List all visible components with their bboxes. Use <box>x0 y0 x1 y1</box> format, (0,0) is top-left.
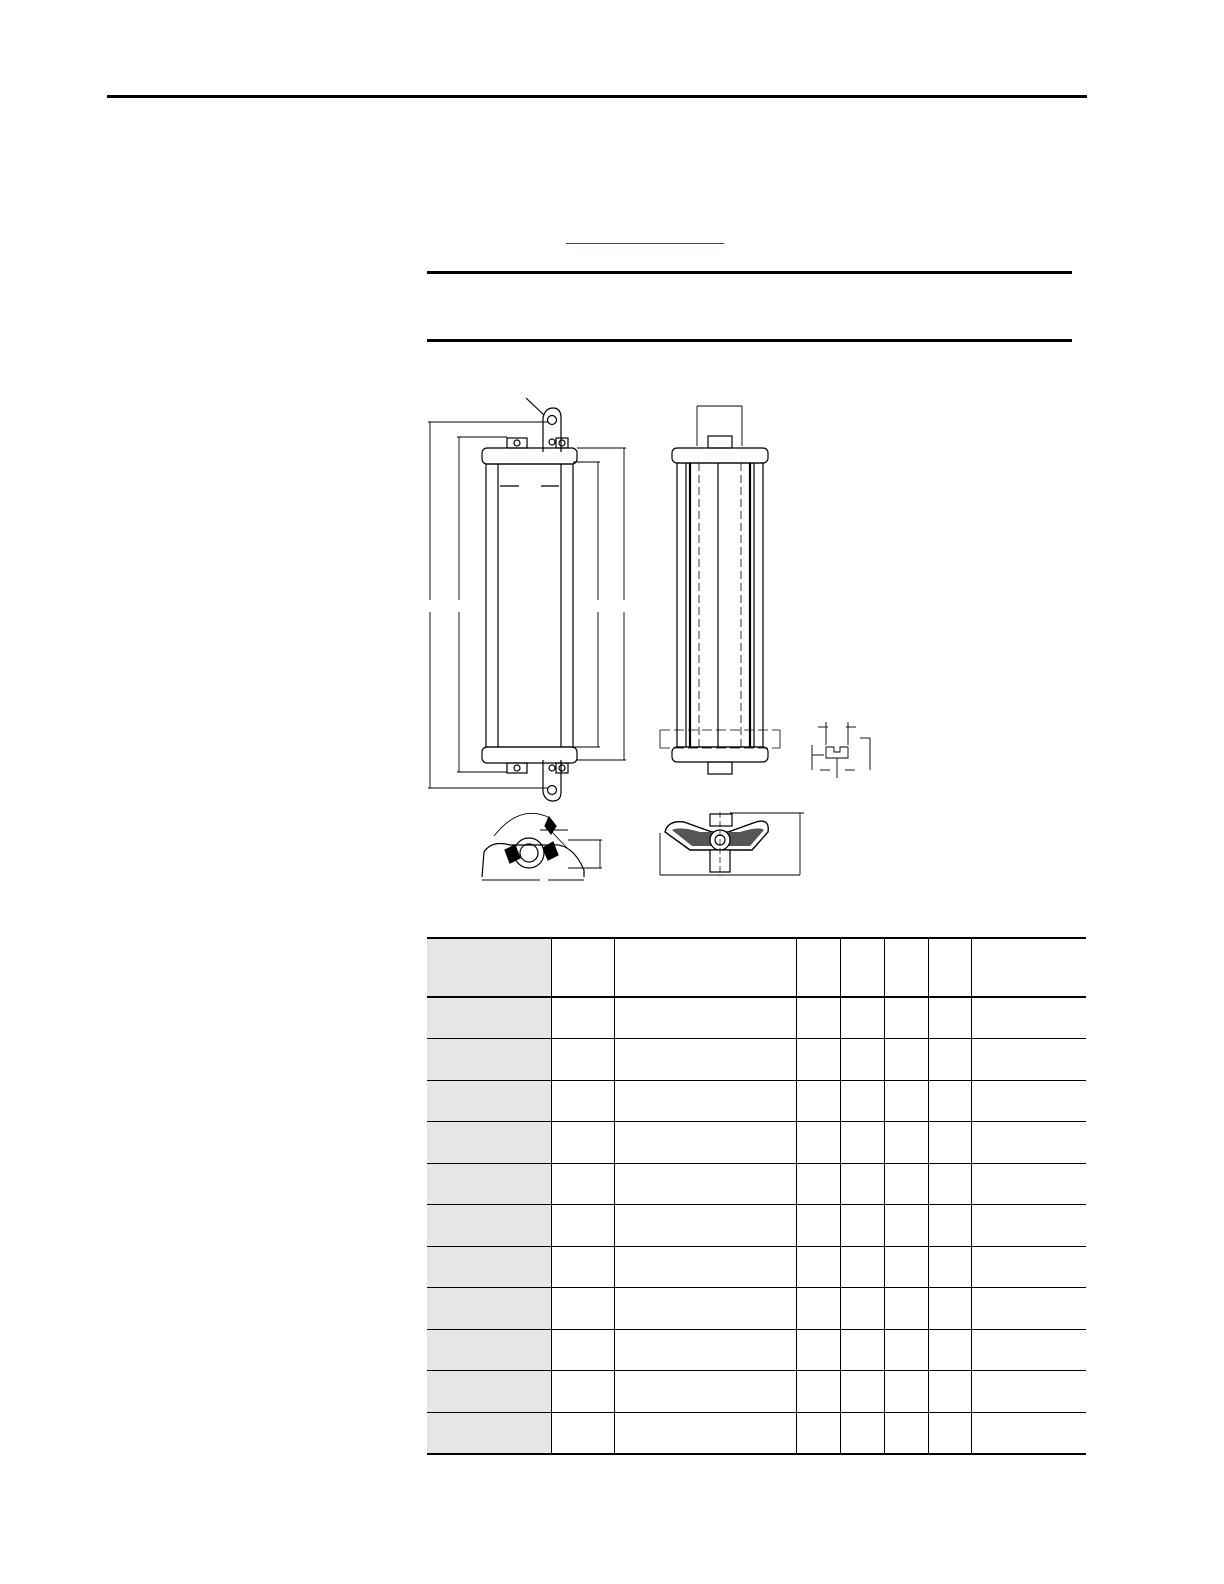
table-cell <box>928 1205 971 1247</box>
table-cell <box>551 1122 614 1164</box>
table-cell <box>840 1122 884 1164</box>
table-cell <box>840 1163 884 1205</box>
table-cell <box>427 1246 551 1288</box>
table-cell <box>928 1122 971 1164</box>
table-header-cell <box>796 938 840 997</box>
table-cell <box>614 1412 796 1454</box>
table-cell <box>551 1371 614 1413</box>
table-header-row <box>427 938 1086 997</box>
table-row <box>427 1329 1086 1371</box>
table-cell <box>884 1329 928 1371</box>
table-cell <box>971 1122 1086 1164</box>
table-cell <box>796 1371 840 1413</box>
table-cell <box>427 1329 551 1371</box>
table-cell <box>427 1080 551 1122</box>
table-cell <box>840 997 884 1039</box>
table-row <box>427 1122 1086 1164</box>
table-cell <box>884 1412 928 1454</box>
table-cell <box>928 997 971 1039</box>
table-cell <box>614 1288 796 1330</box>
table-cell <box>796 1288 840 1330</box>
table-cell <box>614 1329 796 1371</box>
table-cell <box>796 1329 840 1371</box>
top-view-right <box>660 812 804 876</box>
table-row <box>427 1163 1086 1205</box>
table-header-cell <box>884 938 928 997</box>
table-cell <box>971 1080 1086 1122</box>
table-row <box>427 1080 1086 1122</box>
table-cell <box>971 1371 1086 1413</box>
table-cell <box>427 997 551 1039</box>
top-view-left <box>482 813 602 880</box>
table-header-cell <box>427 938 551 997</box>
table-cell <box>971 1205 1086 1247</box>
table-cell <box>840 1205 884 1247</box>
table-row <box>427 1412 1086 1454</box>
table-cell <box>928 1329 971 1371</box>
table-cell <box>928 1080 971 1122</box>
table-cell <box>884 997 928 1039</box>
table-cell <box>614 1246 796 1288</box>
table-cell <box>840 1412 884 1454</box>
table-header-cell <box>971 938 1086 997</box>
table-cell <box>614 1205 796 1247</box>
table-cell <box>551 1246 614 1288</box>
table-cell <box>928 1371 971 1413</box>
table-cell <box>796 1246 840 1288</box>
table-cell <box>971 997 1086 1039</box>
dimensions-table <box>427 937 1086 1455</box>
table-cell <box>614 1122 796 1164</box>
table-cell <box>971 1288 1086 1330</box>
table-cell <box>971 1246 1086 1288</box>
table-cell <box>840 1080 884 1122</box>
table-cell <box>614 1080 796 1122</box>
table-cell <box>796 1205 840 1247</box>
table-cell <box>614 1039 796 1081</box>
table-cell <box>427 1163 551 1205</box>
table-cell <box>884 1163 928 1205</box>
table-cell <box>796 1080 840 1122</box>
table-cell <box>840 1329 884 1371</box>
table-header-cell <box>551 938 614 997</box>
table-row <box>427 1039 1086 1081</box>
table-cell <box>796 1163 840 1205</box>
side-view <box>660 406 780 774</box>
table-row <box>427 1288 1086 1330</box>
table-cell <box>971 1329 1086 1371</box>
table-cell <box>427 1205 551 1247</box>
table-cell <box>884 1246 928 1288</box>
table-cell <box>884 1080 928 1122</box>
table-cell <box>796 1039 840 1081</box>
table-cell <box>551 1080 614 1122</box>
table-cell <box>427 1371 551 1413</box>
table-cell <box>427 1412 551 1454</box>
table-cell <box>551 1163 614 1205</box>
table-cell <box>427 1039 551 1081</box>
table-cell <box>796 1412 840 1454</box>
table-cell <box>971 1163 1086 1205</box>
table-cell <box>884 1039 928 1081</box>
table-cell <box>796 997 840 1039</box>
table-cell <box>884 1288 928 1330</box>
table-cell <box>840 1039 884 1081</box>
table-cell <box>928 1039 971 1081</box>
table-cell <box>884 1371 928 1413</box>
table-cell <box>551 1039 614 1081</box>
table-cell <box>551 1205 614 1247</box>
table-cell <box>971 1039 1086 1081</box>
table-cell <box>928 1288 971 1330</box>
table-cell <box>551 1329 614 1371</box>
table-cell <box>928 1246 971 1288</box>
table-header-cell <box>928 938 971 997</box>
table-cell <box>614 1371 796 1413</box>
table-cell <box>427 1122 551 1164</box>
table-cell <box>614 997 796 1039</box>
table-cell <box>551 997 614 1039</box>
table-cell <box>928 1163 971 1205</box>
table-cell <box>551 1412 614 1454</box>
table-cell <box>928 1412 971 1454</box>
detail-clip <box>812 722 870 778</box>
table-cell <box>551 1288 614 1330</box>
front-view <box>428 398 626 801</box>
table-cell <box>971 1412 1086 1454</box>
table-cell <box>840 1246 884 1288</box>
table-row <box>427 997 1086 1039</box>
table-body <box>427 997 1086 1454</box>
table-row <box>427 1246 1086 1288</box>
table-cell <box>614 1163 796 1205</box>
table-cell <box>884 1205 928 1247</box>
table-row <box>427 1371 1086 1413</box>
table-cell <box>884 1122 928 1164</box>
table-cell <box>427 1288 551 1330</box>
table-cell <box>840 1371 884 1413</box>
table-header-cell <box>840 938 884 997</box>
table-cell <box>840 1288 884 1330</box>
table-header-cell <box>614 938 796 997</box>
table-row <box>427 1205 1086 1247</box>
table-cell <box>796 1122 840 1164</box>
